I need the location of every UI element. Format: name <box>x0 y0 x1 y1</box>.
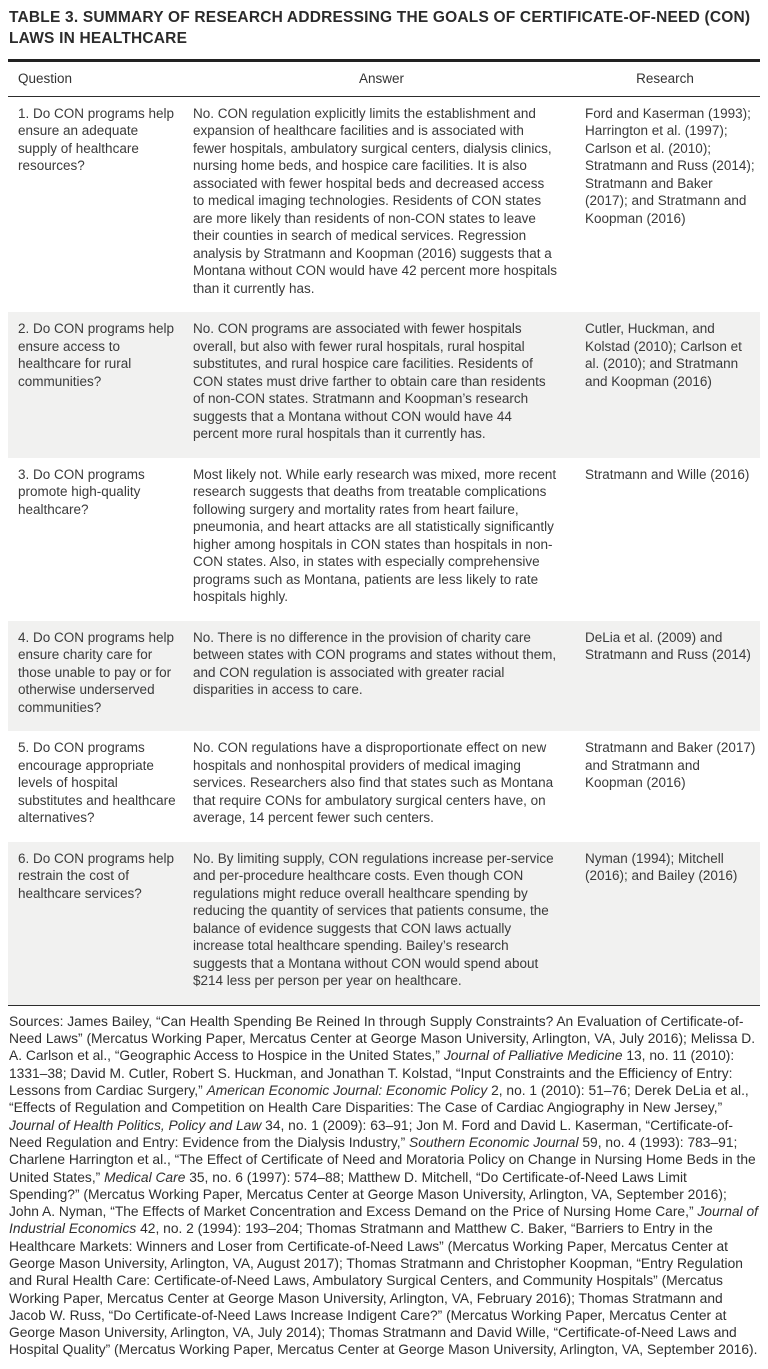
question-cell: 2. Do CON programs help ensure access to healthcare for rural communities? <box>18 321 175 389</box>
answer-cell: No. There is no difference in the provision of charity care between states with CON programs and states without them, and CON regulation is associated with greater racial disparities in access to care. <box>193 629 557 698</box>
question-cell: 6. Do CON programs help restrain the cost of healthcare services? <box>18 850 175 901</box>
document-page <box>8 0 760 1369</box>
answer-cell: No. By limiting supply, CON regulations increase per-service and per-procedure healthcare costs. Even though CON regulations might reduce overall healthcare spending by reducing the quantity of services that patients consume, the balance of evidence suggests that CON laws actually increase total healthcare spending. Bailey’s research suggests that a Montana without CON would spend about $214 less per person per year on healthcare. <box>193 850 554 989</box>
table-row <box>8 621 760 732</box>
answer-cell: Most likely not. While early research was mixed, more recent research suggests that deaths from treatable complications following surgery and mortality rates from heart failure, pneumonia, and heart attacks are all statistically significantly higher among hospitals in CON states than hospitals in non-CON states. Also, in states with especially comprehensive programs such as Montana, patients are less likely to rate hospitals highly. <box>193 466 557 605</box>
table-row <box>8 842 760 1005</box>
answer-cell: No. CON regulation explicitly limits the establishment and expansion of healthcare facilities and is associated with fewer hospitals, ambulatory surgical centers, dialysis clinics, nursing home beds, and hospice care facilities. It is also associated with fewer hospital beds and decreased access to medical imaging technologies. Residents of CON states are more likely than residents of non-CON states to leave their counties in search of medical services. Regression analysis by Stratmann and Koopman (2016) suggests that a Montana without CON would have 42 percent more hospitals than it currently has. <box>193 105 557 296</box>
column-header-question: Question <box>18 70 73 86</box>
research-cell: DeLia et al. (2009) and Stratmann and Russ (2014) <box>585 629 751 663</box>
research-cell: Nyman (1994); Mitchell (2016); and Bailey (2016) <box>585 850 738 884</box>
table-body <box>8 97 760 1005</box>
column-header-answer: Answer <box>358 70 404 86</box>
table-header-row <box>8 62 760 96</box>
table-row <box>8 97 760 313</box>
column-header-research: Research <box>636 70 694 86</box>
question-cell: 5. Do CON programs encourage appropriate levels of hospital substitutes and healthcare alternatives? <box>18 740 176 826</box>
answer-cell: No. CON regulations have a disproportionate effect on new hospitals and nonhospital providers of medical imaging services. Researchers also find that states such as Montana that require CONs for ambulatory surgical centers have, on average, 14 percent fewer such centers. <box>193 740 554 826</box>
research-cell: Ford and Kaserman (1993); Harrington et al. (1997); Carlson et al. (2010); Stratmann and Russ (2014); Stratmann and Baker (2017); and Stratmann and Koopman (2016) <box>585 105 755 226</box>
research-cell: Stratmann and Baker (2017) and Stratmann and Koopman (2016) <box>585 740 756 791</box>
table-row <box>8 731 760 842</box>
answer-cell: No. CON programs are associated with fewer hospitals overall, but also with fewer rural hospitals, rural hospital substitutes, and rural hospice care facilities. Residents of CON states must drive farther to obtain care than residents of non-CON states. Stratmann and Koopman’s research suggests that a Montana without CON would have 44 percent more rural hospitals than it currently has. <box>193 321 546 442</box>
research-cell: Cutler, Huckman, and Kolstad (2010); Carlson et al. (2010); and Stratmann and Koopman (2016) <box>585 321 742 389</box>
table-title: TABLE 3. SUMMARY OF RESEARCH ADDRESSING THE GOALS OF CERTIFICATE-OF-NEED (CON) LAWS IN HEALTHCARE <box>9 9 751 47</box>
question-cell: 3. Do CON programs promote high-quality healthcare? <box>18 466 145 517</box>
question-cell: 4. Do CON programs help ensure charity care for those unable to pay or for otherwise underserved communities? <box>18 629 175 715</box>
sources-paragraph: Sources: James Bailey, “Can Health Spending Be Reined In through Supply Constraints? An Evaluation of Certificate-of-Need Laws” (Mercatus Working Paper, Mercatus Center at George Mason University, Arlington, VA, July 2016); Melissa D. A. Carlson et al., “Geographic Access to Hospice in the United States,” Journal of Palliative Medicine 13, no. 11 (2010): 1331–38; David M. Cutler, Robert S. Huckman, and Jonathan T. Kolstad, “Input Constraints and the Efficiency of Entry: Lessons from Cardiac Surgery,” American Economic Journal: Economic Policy 2, no. 1 (2010): 51–76; Derek DeLia et al., “Effects of Regulation and Competition on Health Care Disparities: The Case of Cardiac Angiography in New Jersey,” Journal of Health Politics, Policy and Law 34, no. 1 (2009): 63–91; Jon M. Ford and David L. Kaserman, “Certificate-of-Need Regulation and Entry: Evidence from the Dialysis Industry,” Southern Economic Journal 59, no. 4 (1993): 783–91; Charlene Harrington et al., “The Effect of Certificate of Need and Moratoria Policy on Change in Nursing Home Beds in the United States,” Medical Care 35, no. 6 (1997): 574–88; Matthew D. Mitchell, “Do Certificate-of-Need Laws Limit Spending?” (Mercatus Working Paper, Mercatus Center at George Mason University, Arlington, VA, September 2016); John A. Nyman, “The Effects of Market Concentration and Excess Demand on the Price of Nursing Home Care,” Journal of Industrial Economics 42, no. 2 (1994): 193–204; Thomas Stratmann and Matthew C. Baker, “Barriers to Entry in the Healthcare Markets: Winners and Loser from Certificate-of-Need Laws” (Mercatus Working Paper, Mercatus Center at George Mason University, Arlington, VA, August 2017); Thomas Stratmann and Christopher Koopman, “Entry Regulation and Rural Health Care: Certificate-of-Need Laws, Ambulatory Surgical Centers, and Community Hospitals” (Mercatus Working Paper, Mercatus Center at George Mason University, Arlington, VA, February 2016); Thomas Stratmann and Jacob W. Russ, “Do Certificate-of-Need Laws Increase Indigent Care?” (Mercatus Working Paper, Mercatus Center at George Mason University, Arlington, VA, July 2014); Thomas Stratmann and David Wille, “Certificate-of-Need Laws and Hospital Quality” (Mercatus Working Paper, Mercatus Center at George Mason University, Arlington, VA, September 2016). <box>9 1013 758 1358</box>
question-cell: 1. Do CON programs help ensure an adequate supply of healthcare resources? <box>18 105 175 174</box>
table-row <box>8 458 760 621</box>
research-cell: Stratmann and Wille (2016) <box>585 466 750 482</box>
table-row <box>8 312 760 458</box>
